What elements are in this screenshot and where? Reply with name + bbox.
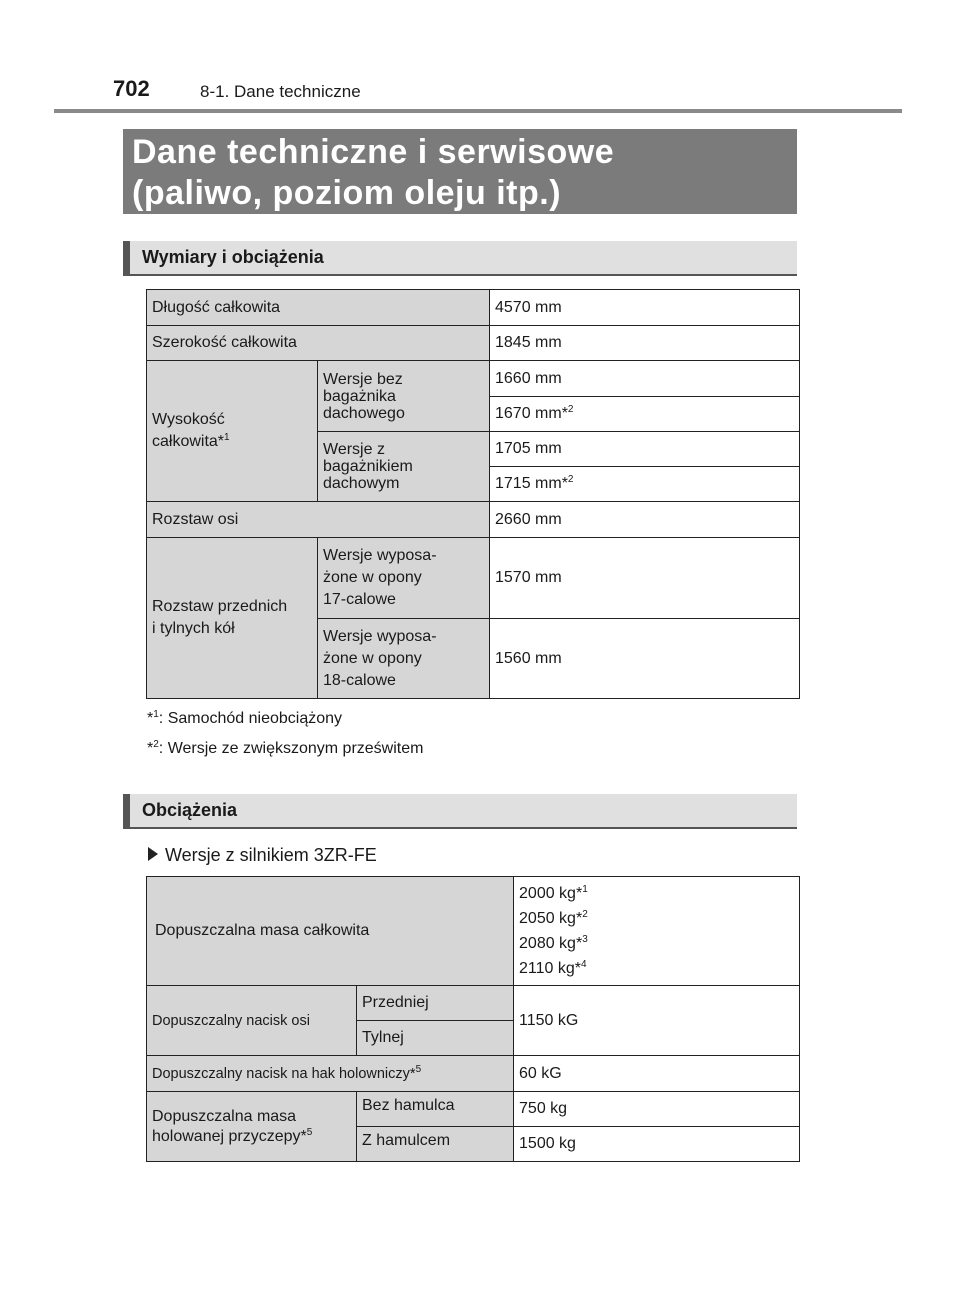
table-row — [147, 1092, 800, 1127]
label-line: bagażnikiem — [323, 458, 413, 475]
wheelbase-label: Rozstaw osi — [147, 502, 490, 538]
height-without-rack-label — [318, 361, 490, 432]
page-title-line2: (paliwo, poziom oleju itp.) — [132, 174, 562, 212]
height-with-rack-value: 1705 mm — [490, 432, 800, 467]
length-label: Długość całkowita — [147, 290, 490, 326]
footnote-mark: 2 — [567, 474, 574, 485]
label-line: Dopuszczalna masa — [152, 1107, 297, 1125]
footnote-mark: 1 — [582, 884, 588, 895]
footnote-text: : Samochód nieobciążony — [158, 710, 343, 727]
height-label — [147, 361, 318, 502]
label-line: dachowym — [323, 475, 400, 492]
dimensions-table — [146, 289, 800, 699]
table-row — [147, 1056, 800, 1092]
table-row — [147, 538, 800, 619]
label-text: Dopuszczalny nacisk na hak holowniczy* — [152, 1065, 416, 1082]
footnote-mark: 2 — [567, 404, 574, 415]
footnote-2 — [147, 740, 423, 758]
footnote-mark: 2 — [582, 909, 588, 920]
height-without-rack-value: 1660 mm — [490, 361, 800, 397]
footnote-mark: 5 — [415, 1063, 422, 1075]
engine-variant — [148, 845, 377, 866]
gross-mass-values — [514, 877, 800, 986]
section-label: 8-1. Dane techniczne — [200, 82, 361, 101]
label-line: 17-calowe — [323, 591, 396, 608]
page-number: 702 — [113, 76, 150, 101]
table-row — [147, 986, 800, 1021]
label-line: Rozstaw przednich — [152, 598, 288, 615]
value-text: 1670 mm* — [495, 405, 568, 422]
track-18-value: 1560 mm — [490, 619, 800, 699]
label-line: żone w opony — [323, 569, 422, 586]
wheelbase-value: 2660 mm — [490, 502, 800, 538]
label-line: Wersje bez — [323, 370, 403, 388]
engine-variant-label: Wersje z silnikiem 3ZR-FE — [165, 845, 377, 865]
no-brake-label: Bez hamulca — [357, 1092, 514, 1127]
label-line: żone w opony — [323, 649, 422, 667]
label-line: 18-calowe — [323, 671, 396, 689]
height-label-line1: Wysokość — [152, 411, 225, 428]
track-18-label — [318, 619, 490, 699]
page-title — [123, 129, 797, 214]
table-row — [147, 877, 800, 986]
track-17-value: 1570 mm — [490, 538, 800, 619]
footnote-text: : Wersje ze zwiększonym prześwitem — [158, 740, 424, 757]
footnote-star: * — [147, 740, 154, 757]
brake-value: 1500 kg — [514, 1127, 800, 1162]
brake-label: Z hamulcem — [357, 1127, 514, 1162]
value-text: 2000 kg* — [519, 885, 583, 902]
height-with-rack-raised-value — [490, 467, 800, 502]
table-row — [147, 290, 800, 326]
axle-load-value: 1150 kG — [514, 986, 800, 1056]
front-axle-label: Przedniej — [357, 986, 514, 1021]
footnote-mark: 2 — [153, 739, 159, 750]
table-row — [147, 326, 800, 361]
footnote-mark: 1 — [224, 432, 230, 443]
loads-heading: Obciążenia — [123, 794, 797, 829]
footnote-mark: 4 — [581, 959, 587, 970]
label-line: Wersje wyposa- — [323, 547, 437, 564]
value-text: 2050 kg* — [519, 910, 583, 927]
footnote-mark: 3 — [582, 934, 588, 945]
footnote-mark: 5 — [306, 1126, 313, 1138]
length-value: 4570 mm — [490, 290, 800, 326]
footnote-star: * — [147, 710, 154, 727]
loads-table — [146, 876, 800, 1162]
height-with-rack-label — [318, 432, 490, 502]
height-without-rack-raised-value — [490, 397, 800, 432]
gross-mass-label: Dopuszczalna masa całkowita — [147, 877, 514, 986]
rear-axle-label: Tylnej — [357, 1021, 514, 1056]
width-label: Szerokość całkowita — [147, 326, 490, 361]
value-text: 1715 mm* — [495, 475, 568, 492]
page-title-line1: Dane techniczne i serwisowe — [132, 133, 615, 171]
trailer-mass-label — [147, 1092, 357, 1162]
label-line: dachowego — [323, 404, 405, 422]
no-brake-value: 750 kg — [514, 1092, 800, 1127]
table-row — [147, 502, 800, 538]
width-value: 1845 mm — [490, 326, 800, 361]
footnote-1 — [147, 710, 342, 728]
track-label — [147, 538, 318, 699]
triangle-bullet-icon — [148, 847, 158, 861]
dimensions-heading: Wymiary i obciążenia — [123, 241, 797, 276]
table-row — [147, 361, 800, 397]
label-line: Wersje wyposa- — [323, 627, 437, 645]
label-line: Wersje z — [323, 441, 385, 458]
label-line: bagażnika — [323, 387, 396, 405]
hitch-load-label — [147, 1056, 514, 1092]
value-text: 2110 kg* — [519, 960, 581, 977]
hitch-load-value: 60 kG — [514, 1056, 800, 1092]
axle-load-label: Dopuszczalny nacisk osi — [147, 986, 357, 1056]
label-line: holowanej przyczepy* — [152, 1127, 307, 1145]
value-text: 2080 kg* — [519, 935, 583, 952]
height-label-line2: całkowita* — [152, 433, 225, 450]
footnote-mark: 1 — [153, 709, 159, 720]
label-line: i tylnych kół — [152, 620, 235, 637]
header-divider — [54, 109, 902, 113]
track-17-label — [318, 538, 490, 619]
